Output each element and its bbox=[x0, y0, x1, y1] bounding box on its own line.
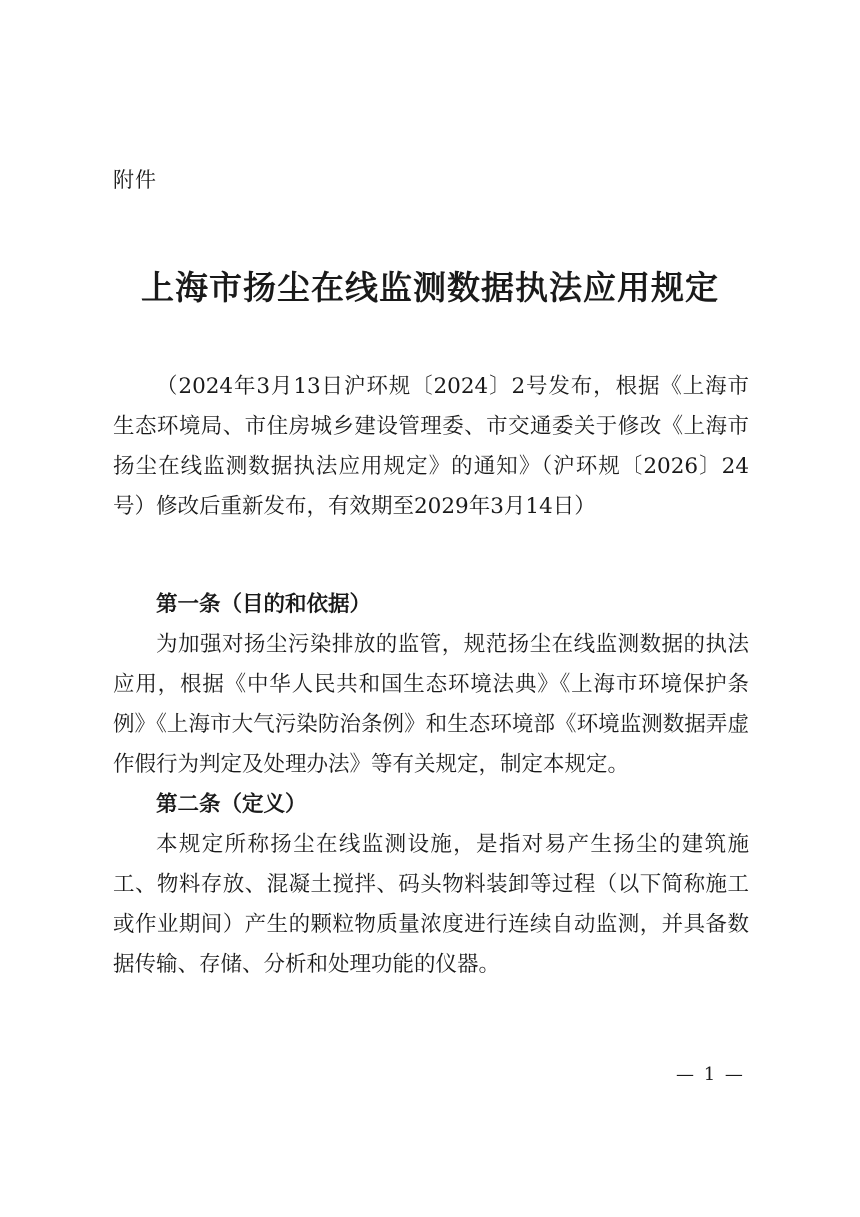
article-2-text: 本规定所称扬尘在线监测设施，是指对易产生扬尘的建筑施工、物料存放、混凝土搅拌、码头物料装卸等过程（以下简称施工或作业期间）产生的颗粒物质量浓度进行连续自动监测，并具备数据传输、存储、分析和处理功能的仪器。 bbox=[113, 832, 749, 977]
preface-block bbox=[113, 367, 749, 527]
article-1-heading: 第一条（目的和依据） bbox=[156, 592, 372, 617]
page-number: — 1 — bbox=[676, 1064, 745, 1085]
articles-section bbox=[113, 585, 749, 985]
attachment-label: 附件 bbox=[113, 168, 157, 192]
article-2-heading: 第二条（定义） bbox=[156, 792, 307, 817]
document-title: 上海市扬尘在线监测数据执法应用规定 bbox=[141, 268, 719, 307]
preface-note: （2024年3月13日沪环规〔2024〕2号发布，根据《上海市生态环境局、市住房城乡建设管理委、市交通委关于修改《上海市扬尘在线监测数据执法应用规定》的通知》（沪环规〔2026〕24号）修改后重新发布，有效期至2029年3月14日） bbox=[113, 374, 749, 519]
article-1-text: 为加强对扬尘污染排放的监管，规范扬尘在线监测数据的执法应用，根据《中华人民共和国生态环境法典》《上海市环境保护条例》《上海市大气污染防治条例》和生态环境部《环境监测数据弄虚作假行为判定及处理办法》等有关规定，制定本规定。 bbox=[113, 632, 749, 777]
